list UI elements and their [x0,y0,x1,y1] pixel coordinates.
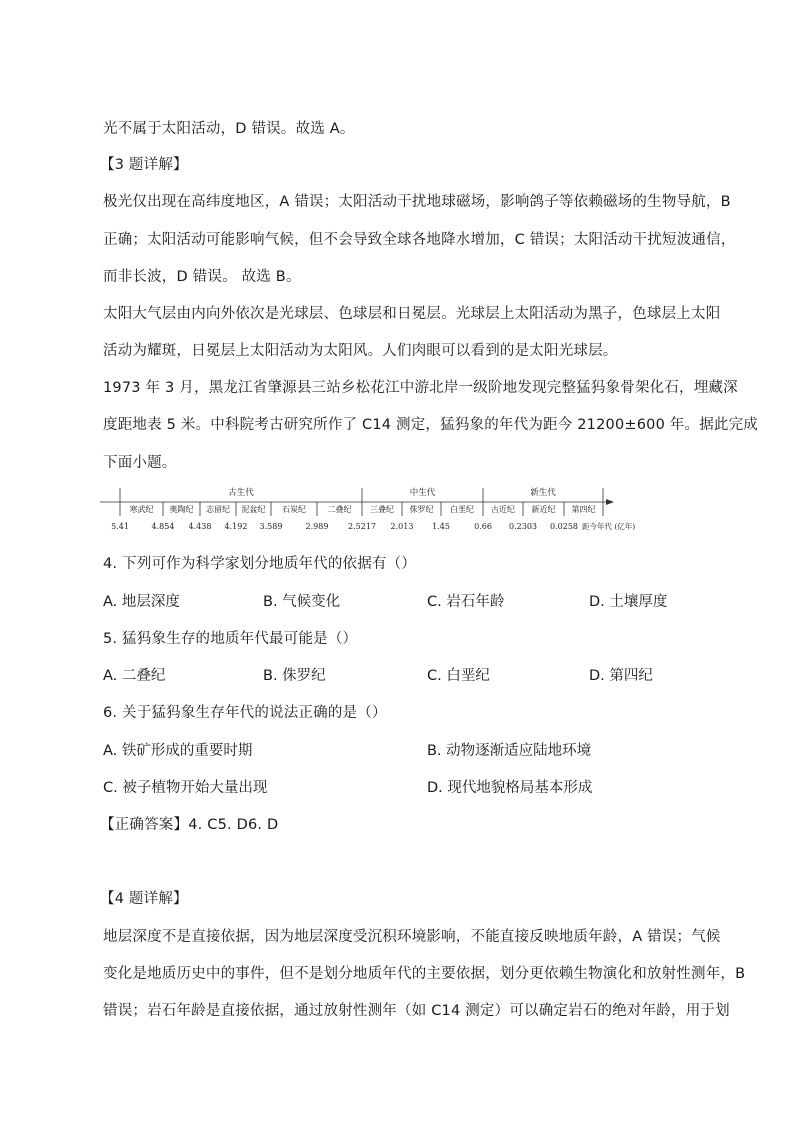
period-label: 寒武纪 [129,505,154,514]
axis-arrow [606,499,614,505]
section-heading-3: 【3 题详解】 [100,157,188,173]
text-line: 光不属于太阳活动，D 错误。故选 A。 [103,121,355,137]
q6-option-d: D. 现代地貌格局基本形成 [427,780,593,796]
tick-label: 0.0258 [550,522,578,531]
q6-option-a: A. 铁矿形成的重要时期 [103,743,253,759]
tick-label: 2.013 [390,522,414,531]
tick-label: 3.589 [259,522,283,531]
text-line: 度距地表 5 米。中科院考古研究所作了 C14 测定，猛犸象的年代为距今 21200±600 年。据此完成 [103,417,759,433]
tick-label: 2.989 [305,522,329,531]
q4-option-c: C. 岩石年龄 [427,594,505,610]
q5-option-b: B. 侏罗纪 [263,668,326,684]
text-line: 正确；太阳活动可能影响气候，但不会导致全球各地降水增加，C 错误；太阳活动干扰短波通信， [103,232,736,248]
q5-option-d: D. 第四纪 [589,668,653,684]
tick-label: 4.192 [224,522,248,531]
geologic-timeline [100,485,660,535]
text-line: 地层深度不是直接依据，因为地层深度受沉积环境影响，不能直接反映地质年龄，A 错误；气候 [103,929,721,945]
q5-option-c: C. 白垩纪 [427,668,490,684]
question-4-stem: 4. 下列可作为科学家划分地质年代的依据有（） [103,556,417,572]
q5-option-a: A. 二叠纪 [103,668,166,684]
period-label: 三叠纪 [370,505,394,514]
tick-label: 2.5217 [348,522,376,531]
text-line: 变化是地质历史中的事件，但不是划分地质年代的主要依据，划分更依赖生物演化和放射性测年，B [103,966,746,982]
tick-label: 0.66 [474,522,492,531]
section-heading-4: 【4 题详解】 [100,891,188,907]
period-label: 新近纪 [531,505,556,514]
q4-option-a: A. 地层深度 [103,594,180,610]
text-line: 下面小题。 [103,455,177,471]
period-label: 白垩纪 [450,505,474,514]
text-line: 而非长波，D 错误。 故选 B。 [103,269,301,285]
question-6-stem: 6. 关于猛犸象生存年代的说法正确的是（） [103,705,387,721]
era-label: 中生代 [409,488,436,498]
text-line: 活动为耀斑，日冕层上太阳活动为太阳风。人们肉眼可以看到的是太阳光球层。 [103,343,618,359]
tick-label: 1.45 [432,522,450,531]
text-line: 太阳大气层由内向外依次是光球层、色球层和日冕层。光球层上太阳活动为黑子，色球层上太阳 [103,306,721,322]
period-label: 奥陶纪 [169,505,194,514]
tick-label: 0.2303 [509,522,537,531]
q4-option-d: D. 土壤厚度 [589,594,668,610]
text-line: 错误；岩石年龄是直接依据，通过放射性测年（如 C14 测定）可以确定岩石的绝对年龄，用于划 [103,1003,730,1019]
q6-option-b: B. 动物逐渐适应陆地环境 [427,743,592,759]
q6-option-c: C. 被子植物开始大量出现 [103,780,268,796]
tick-label: 4.854 [151,522,175,531]
tick-label: 5.41 [111,522,129,531]
period-label: 石炭纪 [282,505,306,514]
text-line: 极光仅出现在高纬度地区，A 错误；太阳活动干扰地球磁场，影响鸽子等依赖磁场的生物导航，B [103,194,731,210]
question-5-stem: 5. 猛犸象生存的地质年代最可能是（） [103,631,358,647]
period-label: 侏罗纪 [409,505,434,514]
period-label: 二叠纪 [327,505,352,514]
answer-line: 【正确答案】4. C5. D6. D [100,817,279,833]
q4-option-b: B. 气候变化 [263,594,341,610]
period-label: 第四纪 [571,505,596,514]
period-label: 古近纪 [491,505,515,514]
tick-label: 4.438 [188,522,212,531]
period-label: 泥盆纪 [241,505,266,514]
era-label: 新生代 [530,488,556,498]
axis-label: 距今年代 (亿年) [582,522,636,531]
text-line: 1973 年 3 月，黑龙江省肇源县三站乡松花江中游北岸一级阶地发现完整猛犸象骨架化石，埋藏深 [103,380,738,396]
era-label: 古生代 [228,488,254,498]
period-label: 志留纪 [206,505,230,514]
